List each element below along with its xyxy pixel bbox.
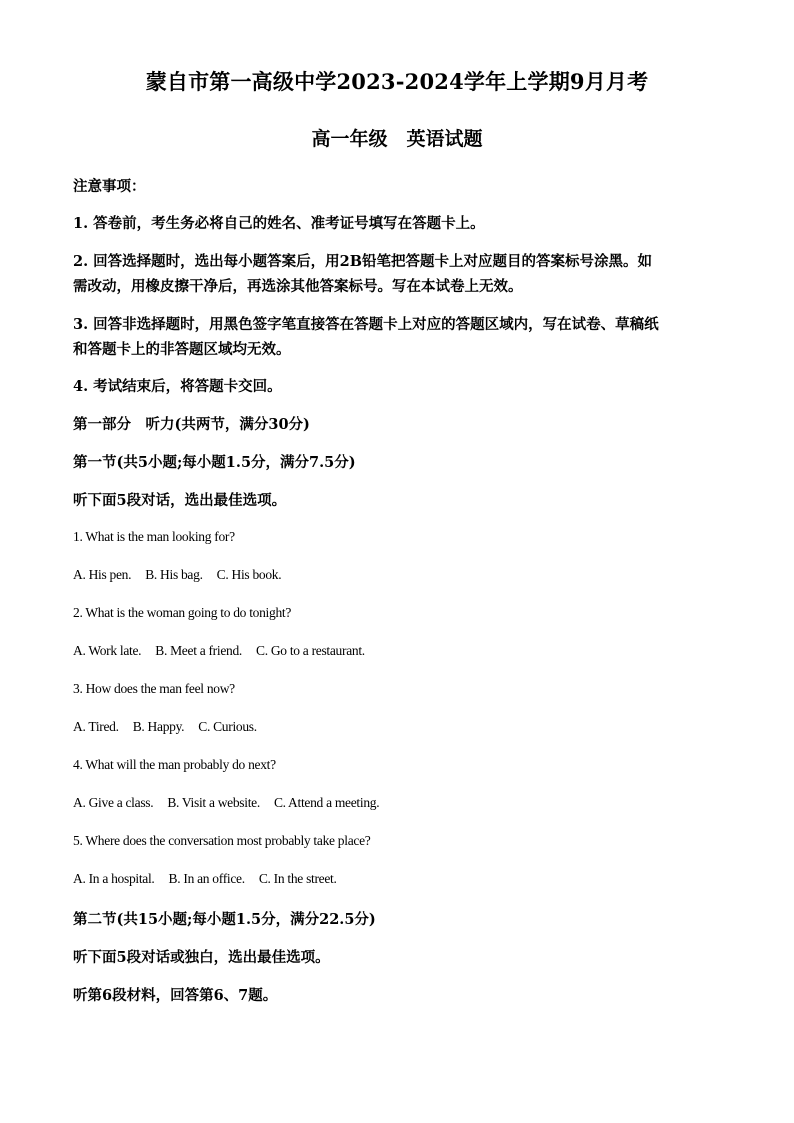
note-item-3-cont: 和答题卡上的非答题区域均无效。 xyxy=(73,341,291,358)
option-c: C. Curious. xyxy=(198,719,257,734)
note-item-3: 3. 回答非选择题时，用黑色签字笔直接答在答题卡上对应的答题区域内，写在试卷、草稿纸 xyxy=(73,316,659,333)
option-c: C. His book. xyxy=(216,567,282,582)
question-1-options xyxy=(73,567,728,583)
option-a: A. In a hospital. xyxy=(73,871,155,886)
section1-instruction: 听下面5段对话，选出最佳选项。 xyxy=(73,492,287,509)
option-a: A. His pen. xyxy=(73,567,132,582)
option-a: A. Work late. xyxy=(73,643,142,658)
section2-instruction: 听下面5段对话或独白，选出最佳选项。 xyxy=(73,949,330,966)
question-2: 2. What is the woman going to do tonight? xyxy=(73,605,292,620)
question-3: 3. How does the man feel now? xyxy=(73,681,235,696)
exam-title: 蒙自市第一高级中学2023-2024学年上学期9月月考 xyxy=(145,69,649,94)
question-5: 5. Where does the conversation most probably take place? xyxy=(73,833,371,848)
option-b: B. Meet a friend. xyxy=(155,643,242,658)
option-c: C. In the street. xyxy=(258,871,337,886)
part1-heading: 第一部分 听力(共两节，满分30分) xyxy=(73,416,310,433)
note-item-2-cont: 需改动，用橡皮擦干净后，再选涂其他答案标号。写在本试卷上无效。 xyxy=(73,278,523,295)
question-1: 1. What is the man looking for? xyxy=(73,529,235,544)
section1-heading: 第一节(共5小题;每小题1.5分，满分7.5分) xyxy=(73,454,356,471)
notes-heading: 注意事项： xyxy=(73,178,146,195)
option-b: B. His bag. xyxy=(145,567,203,582)
option-a: A. Tired. xyxy=(73,719,119,734)
question-4-options xyxy=(73,795,728,811)
section2-heading: 第二节(共15小题;每小题1.5分，满分22.5分) xyxy=(73,911,376,928)
option-b: B. Happy. xyxy=(132,719,185,734)
option-b: B. Visit a website. xyxy=(167,795,260,810)
note-item-2: 2. 回答选择题时，选出每小题答案后，用2B铅笔把答题卡上对应题目的答案标号涂黑。如 xyxy=(73,253,653,270)
section2-material: 听第6段材料，回答第6、7题。 xyxy=(73,987,278,1004)
exam-subtitle: 高一年级 英语试题 xyxy=(311,128,483,150)
option-b: B. In an office. xyxy=(168,871,245,886)
question-5-options xyxy=(73,871,728,887)
option-c: C. Go to a restaurant. xyxy=(256,643,365,658)
question-2-options xyxy=(73,643,728,659)
note-item-4: 4. 考试结束后，将答题卡交回。 xyxy=(73,378,282,395)
question-3-options xyxy=(73,719,728,735)
option-a: A. Give a class. xyxy=(73,795,154,810)
question-4: 4. What will the man probably do next? xyxy=(73,757,276,772)
note-item-1: 1. 答卷前，考生务必将自己的姓名、准考证号填写在答题卡上。 xyxy=(73,215,485,232)
option-c: C. Attend a meeting. xyxy=(273,795,380,810)
